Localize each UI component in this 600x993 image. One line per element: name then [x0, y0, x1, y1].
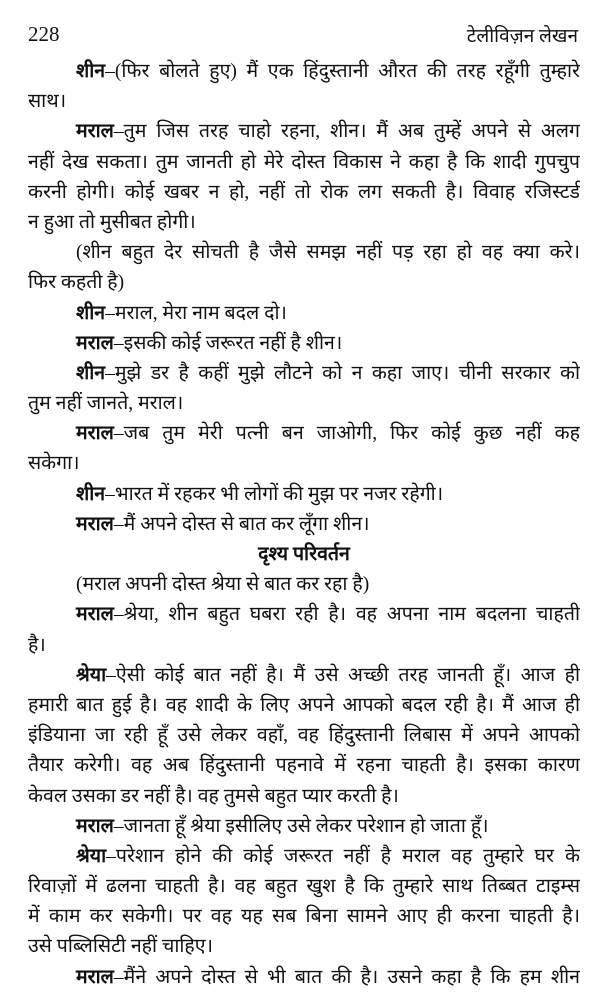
text-line: [28, 812, 580, 842]
line-text: –जानता हूँ श्रेया इसीलिए उसे लेकर परेशान हो जाता हूँ।: [113, 815, 489, 837]
speaker-name: शीन: [76, 362, 106, 384]
line-text: (मराल अपनी दोस्त श्रेया से बात कर रहा है): [76, 574, 370, 596]
text-line: [28, 178, 580, 208]
section-heading: [28, 540, 580, 570]
line-text: –इसकी कोई जरूरत नहीं है शीन।: [113, 332, 343, 354]
line-text: –परेशान होने की कोई जरूरत नहीं है मराल वह तुम्हारे घर के: [106, 845, 580, 867]
line-text: तुम नहीं जानते, मराल।: [28, 393, 184, 415]
text-line: [28, 208, 580, 238]
line-text: –(फिर बोलते हुए) मैं एक हिंदुस्तानी औरत की तरह रहूँगी तुम्हारे: [105, 61, 580, 82]
line-text: –जब तुम मेरी पत्नी बन जाओगी, फिर कोई कुछ नहीं कह: [113, 423, 580, 445]
text-line: [28, 721, 580, 751]
line-text: (शीन बहुत देर सोचती है जैसे समझ नहीं पड़ रहा हो वह क्या करे।: [76, 242, 580, 264]
speaker-name: मराल: [76, 604, 114, 626]
text-line: [28, 691, 580, 721]
line-text: में काम कर सकेगी। पर वह यह सब बिना सामने आए ही करना चाहती है।: [28, 906, 580, 928]
speaker-name: शीन: [76, 302, 106, 324]
line-text: –मैं अपने दोस्त से बात कर लूँगा शीन।: [113, 513, 370, 535]
text-line: [28, 600, 580, 630]
text-line: [28, 631, 580, 661]
line-text: –ऐसी कोई बात नहीं है। मैं उसे अच्छी तरह जानती हूँ। आज ही: [106, 664, 580, 686]
text-line: [28, 87, 580, 117]
running-title: टेलीविज़न लेखन: [466, 26, 578, 47]
page-number: 228: [28, 22, 60, 46]
text-line: [28, 661, 580, 691]
line-text: –मुझे डर है कहीं मुझे लौटने को न कहा जाए। चीनी सरकार को: [105, 362, 580, 384]
line-text: रिवाज़ों में ढलना चाहती है। वह बहुत खुश है कि तुम्हारे साथ तिब्बत टाइम्स: [28, 876, 580, 898]
text-line: [28, 902, 580, 932]
speaker-name: श्रेया: [76, 845, 107, 867]
text-line: [28, 329, 580, 359]
speaker-name: मराल: [76, 513, 114, 535]
speaker-name: शीन: [76, 483, 106, 505]
line-text: –तुम जिस तरह चाहो रहना, शीन। मैं अब तुम्हें अपने से अलग: [113, 121, 580, 143]
line-text: –मराल, मेरा नाम बदल दो।: [105, 302, 287, 324]
line-text: साथ।: [28, 91, 67, 113]
speaker-name: मराल: [76, 966, 114, 988]
line-text: केवल उसका डर नहीं है। वह तुमसे बहुत प्यार करती है।: [28, 785, 399, 807]
line-text: है।: [28, 634, 46, 656]
speaker-name: मराल: [76, 121, 114, 143]
text-line: [28, 751, 580, 781]
line-text: न हुआ तो मुसीबत होगी।: [28, 211, 196, 233]
text-line: [28, 872, 580, 902]
line-text: करनी होगी। कोई खबर न हो, नहीं तो रोक लग सकती है। विवाह रजिस्टर्ड: [28, 181, 580, 203]
text-line: [28, 419, 580, 449]
line-text: –भारत में रहकर भी लोगों की मुझ पर नजर रहेगी।: [105, 483, 444, 505]
text-line: [28, 299, 580, 329]
text-line: [28, 510, 580, 540]
line-text: हमारी बात हुई है। वह शादी के लिए अपने आपको बदल रही है। मैं आज ही: [28, 694, 580, 716]
text-line: [28, 389, 580, 419]
line-text: नहीं देख सकता। तुम जानती हो मेरे दोस्त विकास ने कहा है कि शादी गुपचुप: [28, 151, 580, 173]
line-text: –मैंने अपने दोस्त से भी बात की है। उसने कहा है कि हम शीन: [113, 966, 580, 988]
text-line: [28, 782, 580, 812]
text-line: [28, 842, 580, 872]
text-line: [28, 570, 580, 600]
text-line: [28, 963, 580, 993]
line-text: इंडियाना जा रही हूँ उसे लेकर वहाँ, वह हिंदुस्तानी लिबास में अपने आपको: [28, 725, 580, 747]
text-line: [28, 57, 580, 87]
speaker-name: श्रेया: [76, 664, 107, 686]
text-line: [28, 480, 580, 510]
line-text: उसे पब्लिसिटी नहीं चाहिए।: [28, 936, 213, 958]
text-line: [28, 359, 580, 389]
line-text: सकेगा।: [28, 453, 80, 475]
body-text: [28, 57, 580, 993]
speaker-name: शीन: [76, 61, 106, 82]
line-text: –श्रेया, शीन बहुत घबरा रही है। वह अपना नाम बदलना चाहती: [113, 604, 580, 626]
speaker-name: मराल: [76, 815, 114, 837]
text-line: [28, 449, 580, 479]
line-text: फिर कहती है): [28, 272, 125, 294]
text-line: [28, 117, 580, 147]
speaker-name: मराल: [76, 332, 114, 354]
text-line: [28, 238, 580, 268]
line-text: दृश्य परिवर्तन: [258, 544, 350, 565]
line-text: तैयार करेगी। वह अब हिंदुस्तानी पहनावे में रहना चाहती है। इसका कारण: [28, 755, 580, 777]
text-line: [28, 148, 580, 178]
text-line: [28, 268, 580, 298]
speaker-name: मराल: [76, 423, 114, 445]
text-line: [28, 932, 580, 962]
